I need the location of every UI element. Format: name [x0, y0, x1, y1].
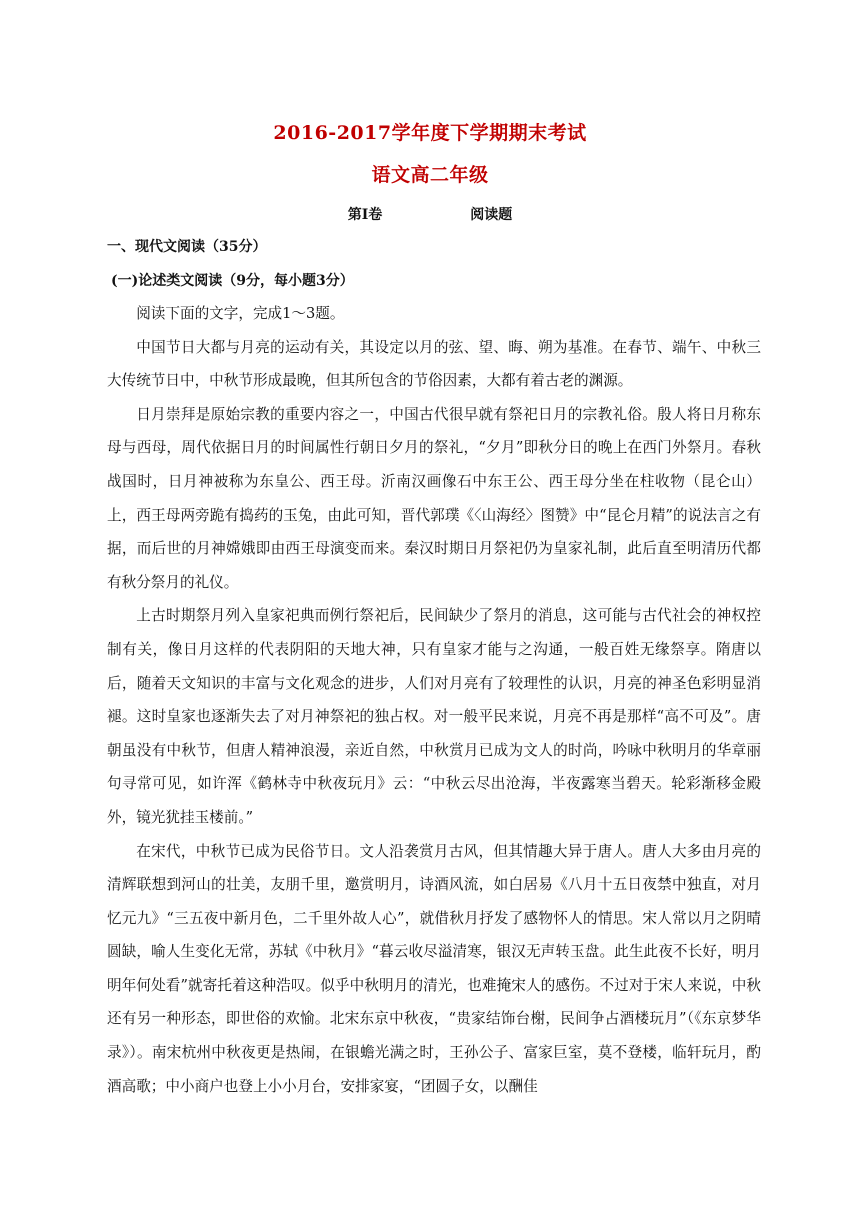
subsection-heading: (一)论述类文阅读（9分，每小题3分） — [111, 273, 354, 289]
section-heading: 一、现代文阅读（35分） — [107, 239, 267, 255]
paragraph: 中国节日大都与月亮的运动有关，其设定以月的弦、望、晦、朔为基准。在春节、端午、中秋三大传统节日中，中秋节形成最晚，但其所包含的节俗因素，大都有着古老的渊源。 — [107, 338, 761, 390]
exam-subtitle: 语文高二年级 — [371, 164, 489, 186]
paragraph: 在宋代，中秋节已成为民俗节日。文人沿袭赏月古风，但其情趣大异于唐人。唐人大多由月亮的清辉联想到河山的壮美，友朋千里，邀赏明月，诗酒风流，如白居易《八月十五日夜禁中独直，对月忆元九》“三五夜中新月色，二千里外故人心”，就借秋月抒发了感物怀人的情思。宋人常以月之阴晴圆缺，喻人生变化无常，苏轼《中秋月》“暮云收尽溢清寒，银汉无声转玉盘。此生此夜不长好，明月明年何处看”就寄托着这种浩叹。似乎中秋明月的清光，也难掩宋人的感伤。不过对于宋人来说，中秋还有另一种形态，即世俗的欢愉。北宋东京中秋夜，“贵家结饰台榭，民间争占酒楼玩月”（《东京梦华录》）。南宋杭州中秋夜更是热闹，在银蟾光满之时，王孙公子、富家巨室，莫不登楼，临轩玩月，酌酒高歌；中小商户也登上小小月台，安排家宴，“团圆子女，以酬佳 — [107, 842, 761, 1095]
volume-label: 第Ⅰ卷 — [347, 207, 383, 223]
exam-title: 2016-2017学年度下学期期末考试 — [273, 122, 587, 144]
volume-name: 阅读题 — [470, 207, 513, 223]
paragraph-instructions: 阅读下面的文字，完成1～3题。 — [136, 305, 345, 322]
reading-passage — [107, 297, 761, 1103]
paragraph: 上古时期祭月列入皇家祀典而例行祭祀后，民间缺少了祭月的消息，这可能与古代社会的神权控制有关，像日月这样的代表阴阳的天地大神，只有皇家才能与之沟通，一般百姓无缘祭享。隋唐以后，随着天文知识的丰富与文化观念的进步，人们对月亮有了较理性的认识，月亮的神圣色彩明显消褪。这时皇家也逐渐失去了对月神祭祀的独占权。对一般平民来说，月亮不再是那样“高不可及”。唐朝虽没有中秋节，但唐人精神浪漫，亲近自然，中秋赏月已成为文人的时尚，吟咏中秋明月的华章丽句寻常可见，如许浑《鹤林寺中秋夜玩月》云：“中秋云尽出沧海，半夜露寒当碧天。轮彩渐移金殿外，镜光犹挂玉楼前。” — [107, 607, 761, 826]
volume-heading — [0, 204, 860, 224]
paragraph: 日月崇拜是原始宗教的重要内容之一，中国古代很早就有祭祀日月的宗教礼俗。殷人将日月称东母与西母，周代依据日月的时间属性行朝日夕月的祭礼，“夕月”即秋分日的晚上在西门外祭月。春秋战国时，日月神被称为东皇公、西王母。沂南汉画像石中东王公、西王母分坐在柱收物（昆仑山）上，西王母两旁跪有捣药的玉兔，由此可知，晋代郭璞《〈山海经〉图赞》中“昆仑月精”的说法言之有据，而后世的月神嫦娥即由西王母演变而来。秦汉时期日月祭祀仍为皇家礼制，此后直至明清历代都有秋分祭月的礼仪。 — [107, 405, 761, 591]
